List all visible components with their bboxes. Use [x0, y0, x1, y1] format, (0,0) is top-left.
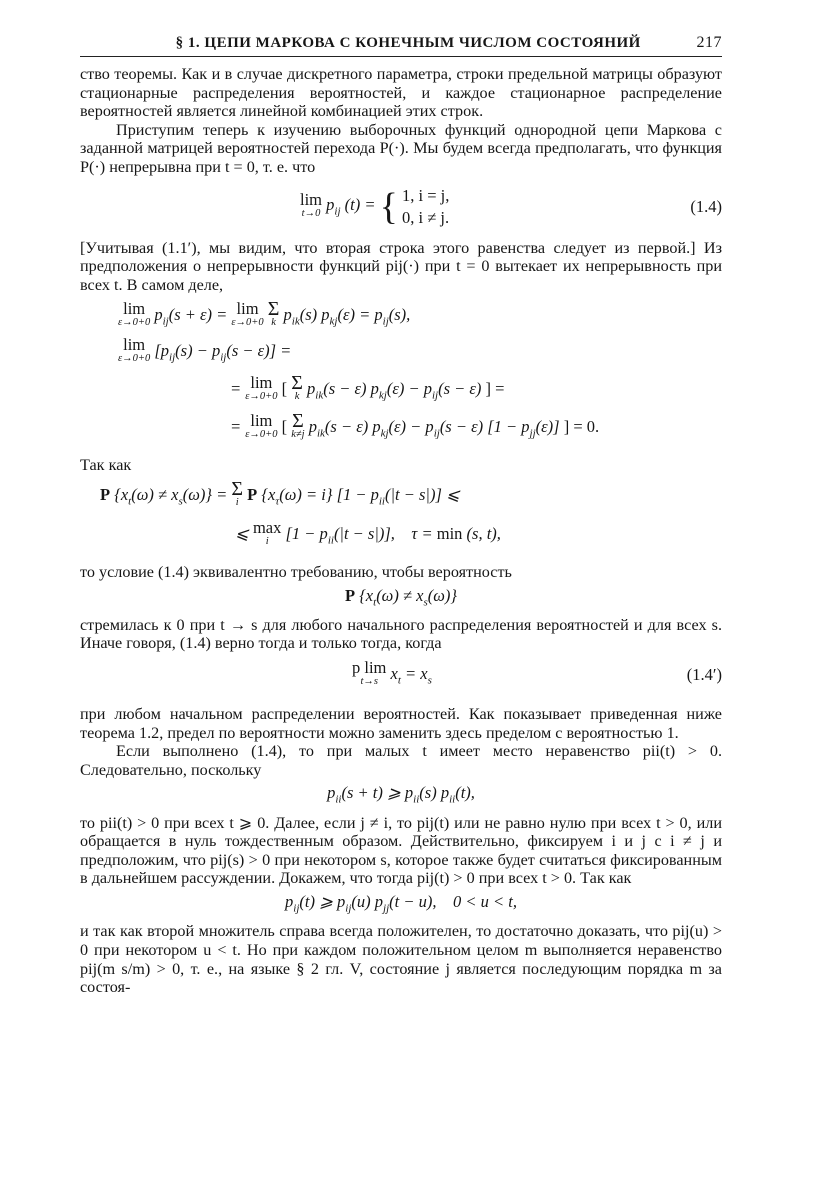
paragraph-9: то pii(t) > 0 при всех t ⩾ 0. Далее, если j ≠ i, то pij(t) или не равно нулю при всех t > 0, или обращается в нуль тождественным образом. Действительно, фиксируем i и j с i ≠ j и предположим, что pij(s) > 0 при некотором s, которое также будет считаться фиксированным в дальнейшем рассуждении. Докажем, что тогда pij(t) > 0 при всех t > 0. Так как [80, 813, 722, 888]
paragraph-2: Приступим теперь к изучению выборочных функций однородной цепи Маркова с заданной матрицей вероятностей перехода P(·). Мы будем всегда предполагать, что функция P(·) непрерывна при t = 0, т. е. что [80, 120, 722, 176]
eq5-lim-sub: t→s [360, 676, 378, 688]
page [80, 34, 722, 997]
eq2-lim-sub-4: ε→0+0 [245, 391, 278, 403]
running-header [80, 34, 722, 57]
equation-1-4-prime: p lim t→s $x_t = x_s$ (1.4′) [352, 658, 722, 688]
paragraph-6: стремилась к 0 при t → s для любого начального распределения вероятностей и для всех s. Иначе говоря, (1.4) верно тогда и только тогда, когда [80, 615, 722, 653]
paragraph-3: [Учитывая (1.1′), мы видим, что вторая строка этого равенства следует из первой.] Из предположения о непрерывности функций pij(·) при t = 0 вытекает их непрерывность при всех t. В самом деле, [80, 238, 722, 294]
eq2-sum-sub-3: k≠j [291, 429, 305, 441]
equation-pij-product: $p_{ij}(t)$ ⩾ $p_{ij}(u) p_{jj}(t - u)$, 0 < u < t, [285, 892, 517, 915]
eq2-lim-sub-5: ε→0+0 [245, 429, 278, 441]
equation-1-4: lim t→0 $p_{ij}$ (t) = { 1, i = j, 0, i ≠ j. (1.4) [300, 185, 722, 228]
eq1-case-1: 1, i = j, [401, 185, 450, 205]
eq2-sum-sub-1: k [271, 317, 276, 329]
equation-pii-product: $p_{ii}(s + t)$ ⩾ $p_{ii}(s)$ $p_{ii}(t)$, [327, 783, 475, 806]
eq5-number: (1.4′) [686, 665, 722, 685]
page-number: 217 [696, 34, 722, 51]
equation-continuity: lim ε→0+0 $p_{ij}(s + \varepsilon)$ = lim ε→0+0 Σ k $p_{ik}(s) p_{kj}(\varepsilon) = p_{ij}(s)$, lim ε→0+0 $[p_{ij}(s) - p_{ij}(s - \varepsilon)]$ = = lim ε→0+0 [ Σ k $p_{ik}(s - \varepsilon) p_{kj}(\varepsilon) - p_{ij}(s - \varepsilon)$ ] = = lim ε→0+0 [ Σ k≠j $p_{ik}(s - \varepsilon) p_{kj}(\varepsilon) - p_{ij}(s - \varepsilon) [1 - p_{jj}(\varepsilon)]$ ] = 0. [118, 298, 600, 441]
paragraph-7: при любом начальном распределении вероятностей. Как показывает приведенная ниже теорема 1.2, предел по вероятности можно заменить здесь пределом с вероятностью 1. [80, 705, 722, 742]
eq1-case-2: 0, i ≠ j. [401, 207, 450, 227]
eq3-sum-sub: i [235, 496, 239, 508]
paragraph-10: и так как второй множитель справа всегда положителен, то достаточно доказать, что pij(u) > 0 при некотором u < t. Но при каждом положительном целом m выполняется неравенство pij(m s/m) > 0, т. е., на языке § 2 гл. V, состояние j является последующим порядка m за состоя- [80, 922, 722, 997]
paragraph-1: ство теоремы. Как и в случае дискретного параметра, строки предельной матрицы образуют стационарные распределения вероятностей, и каждое стационарное распределение вероятностей является линейной комбинацией этих строк. [80, 65, 722, 121]
paragraph-4: Так как [80, 456, 132, 475]
eq2-sum-sub-2: k [294, 391, 300, 403]
equation-probability: P $\{x_t(\omega) \ne x_s(\omega)\}$ = Σ i P $\{x_\tau(\omega) = i\} [1 - p_{ii}(|t - s|)]$ ⩽ ⩽ max i $[1 - p_{ii}(|t - s|)]$, τ = min (s, t), [100, 477, 501, 547]
eq3-max-sub: i [265, 535, 269, 547]
eq1-lim-sub: t→0 [301, 207, 321, 219]
paragraph-8: Если выполнено (1.4), то при малых t имеет место неравенство pii(t) > 0. Следовательно, поскольку [80, 742, 722, 779]
running-title: § 1. ЦЕПИ МАРКОВА С КОНЕЧНЫМ ЧИСЛОМ СОСТОЯНИЙ [175, 35, 641, 51]
eq2-lim-sub-2: ε→0+0 [231, 317, 264, 329]
eq2-lim-sub-3: ε→0+0 [118, 353, 151, 365]
eq1-number: (1.4) [690, 196, 722, 216]
paragraph-5: то условие (1.4) эквивалентно требованию, чтобы вероятность [80, 562, 512, 581]
equation-prob-event: P $\{x_t(\omega) \ne x_s(\omega)\}$ [344, 585, 457, 608]
eq2-lim-sub-1: ε→0+0 [118, 317, 151, 329]
